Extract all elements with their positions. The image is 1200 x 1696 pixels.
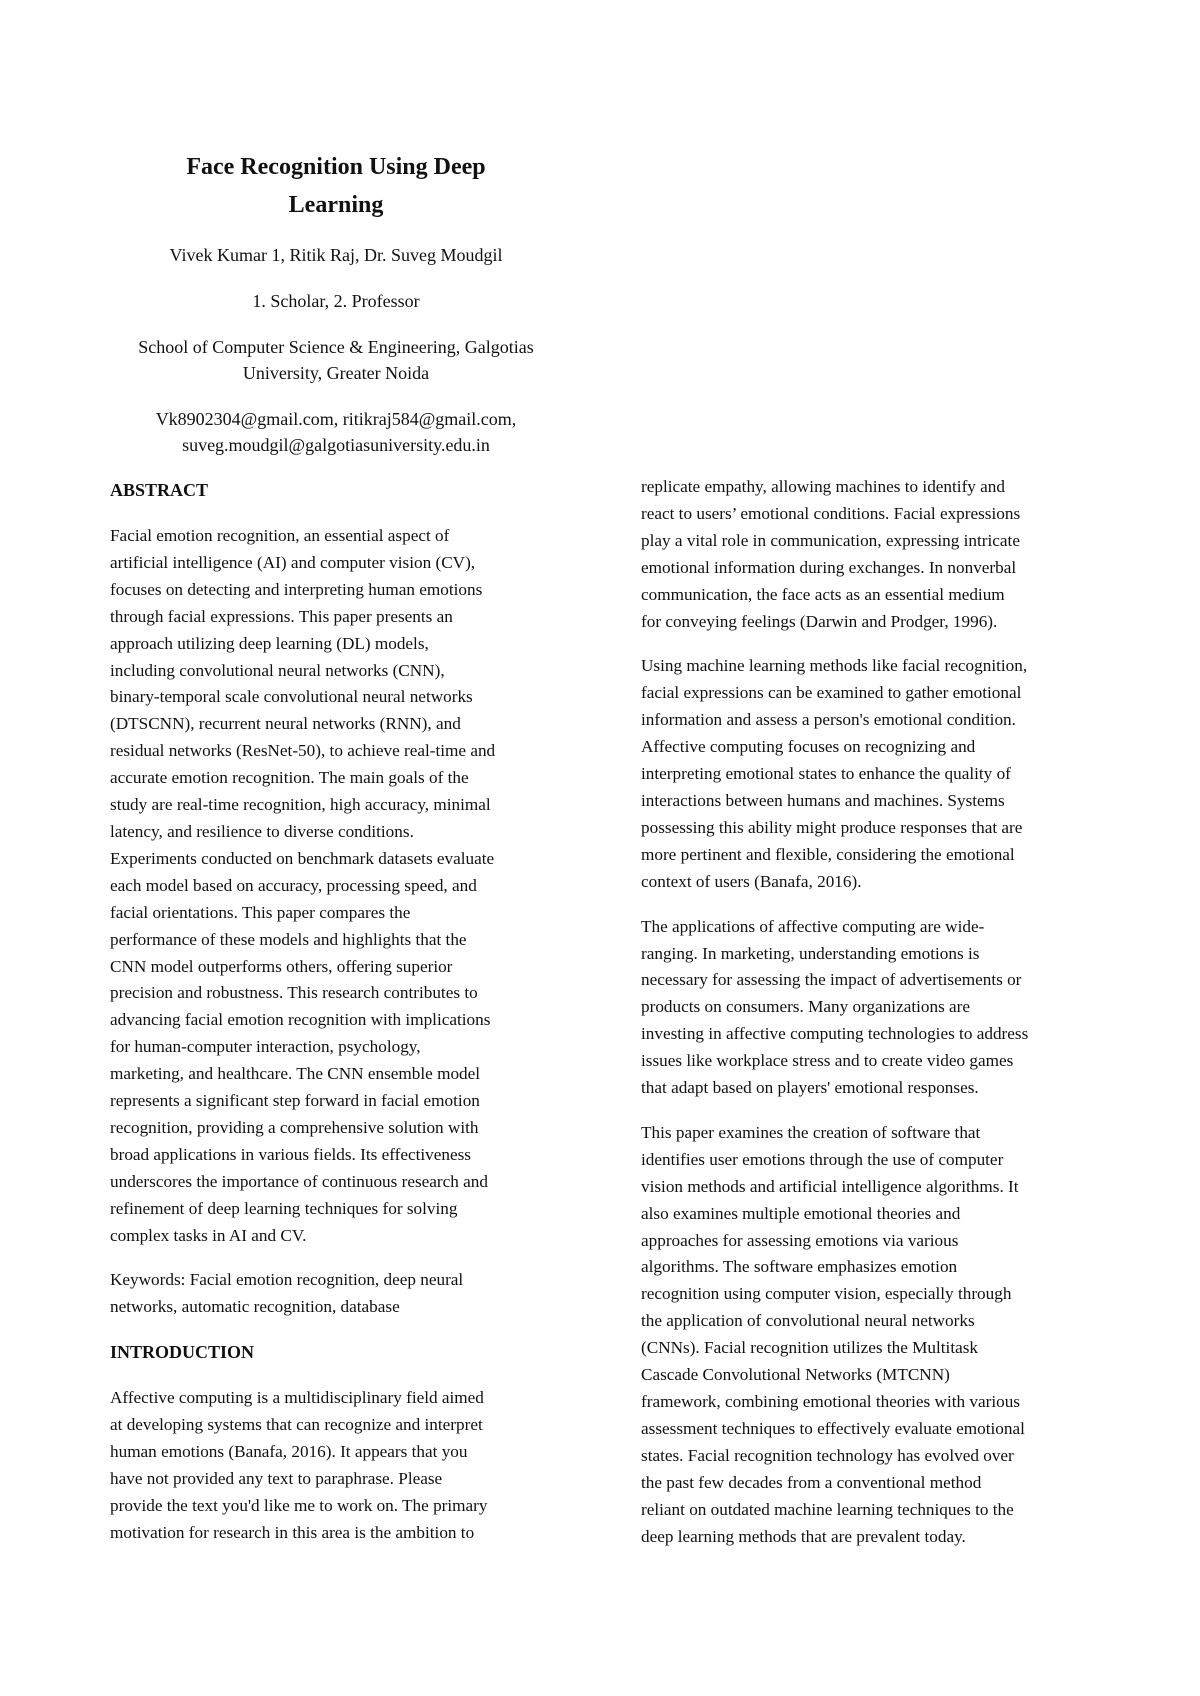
- text-line: products on consumers. Many organizations are: [641, 997, 971, 1017]
- roles-line: 1. Scholar, 2. Professor: [252, 291, 420, 311]
- text-line: precision and robustness. This research contributes to: [110, 983, 478, 1003]
- text-line: Experiments conducted on benchmark datasets evaluate: [110, 848, 495, 868]
- text-line: interpreting emotional states to enhance the quality of: [641, 764, 1011, 784]
- text-line: framework, combining emotional theories with various: [641, 1392, 1020, 1411]
- text-line: for human-computer interaction, psychology,: [110, 1037, 421, 1057]
- text-line: also examines multiple emotional theories and: [641, 1203, 961, 1223]
- text-line: facial expressions can be examined to gather emotional: [641, 683, 1022, 703]
- text-line: assessment techniques to effectively evaluate emotional: [641, 1418, 1025, 1438]
- text-line: context of users (Banafa, 2016).: [641, 871, 862, 891]
- text-line: replicate empathy, allowing machines to identify and: [641, 477, 1005, 496]
- left-column: [110, 477, 570, 1565]
- text-line: the past few decades from a conventional method: [641, 1472, 982, 1492]
- text-line: react to users’ emotional conditions. Facial expressions: [641, 503, 1021, 523]
- text-line: play a vital role in communication, expressing intricate: [641, 530, 1020, 550]
- body-paragraph-4: [641, 1120, 1111, 1551]
- roles: [110, 288, 562, 314]
- text-line: Affective computing focuses on recognizing and: [641, 737, 976, 757]
- text-line: accurate emotion recognition. The main goals of the: [110, 768, 469, 788]
- text-line: broad applications in various fields. Its effectiveness: [110, 1144, 471, 1164]
- text-line: recognition using computer vision, especially through: [641, 1284, 1012, 1304]
- text-line: information and assess a person's emotional condition.: [641, 710, 1016, 730]
- text-line: provide the text you'd like me to work on. The primary: [110, 1495, 488, 1515]
- title-line: Learning: [288, 192, 384, 218]
- text-line: study are real-time recognition, high accuracy, minimal: [110, 795, 491, 815]
- text-line: more pertinent and flexible, considering the emotional: [641, 844, 1015, 864]
- text-line: networks, automatic recognition, database: [110, 1297, 400, 1317]
- text-line: through facial expressions. This paper presents an: [110, 606, 453, 626]
- email-line: Vk8902304@gmail.com, ritikraj584@gmail.com,: [155, 409, 517, 429]
- introduction-heading: INTRODUCTION: [110, 1342, 255, 1363]
- text-line: communication, the face acts as an essential medium: [641, 584, 1005, 604]
- text-line: Using machine learning methods like facial recognition,: [641, 656, 1028, 676]
- title-line: Face Recognition Using Deep: [186, 154, 486, 180]
- text-line: This paper examines the creation of software that: [641, 1122, 981, 1142]
- text-line: issues like workplace stress and to create video games: [641, 1051, 1014, 1071]
- text-line: algorithms. The software emphasizes emotion: [641, 1257, 958, 1277]
- text-line: Keywords: Facial emotion recognition, deep neural: [110, 1270, 464, 1290]
- text-line: emotional information during exchanges. In nonverbal: [641, 557, 1017, 577]
- keywords-paragraph: [110, 1267, 570, 1321]
- text-line: focuses on detecting and interpreting human emotions: [110, 579, 483, 599]
- text-line: Facial emotion recognition, an essential aspect of: [110, 526, 450, 545]
- text-line: states. Facial recognition technology has evolved over: [641, 1445, 1014, 1465]
- text-line: marketing, and healthcare. The CNN ensemble model: [110, 1064, 481, 1084]
- text-line: Cascade Convolutional Networks (MTCNN): [641, 1365, 950, 1385]
- text-line: that adapt based on players' emotional responses.: [641, 1078, 979, 1098]
- text-line: CNN model outperforms others, offering superior: [110, 956, 453, 976]
- text-line: human emotions (Banafa, 2016). It appears that you: [110, 1442, 468, 1462]
- text-line: complex tasks in AI and CV.: [110, 1225, 307, 1245]
- right-column: [641, 474, 1111, 1568]
- email-line: suveg.moudgil@galgotiasuniversity.edu.in: [182, 435, 490, 455]
- body-paragraph-2: [641, 653, 1111, 895]
- text-line: approach utilizing deep learning (DL) models,: [110, 633, 429, 653]
- text-line: approaches for assessing emotions via various: [641, 1230, 959, 1250]
- title-block: [110, 148, 562, 478]
- text-line: vision methods and artificial intelligence algorithms. It: [641, 1176, 1019, 1196]
- affiliation-line: University, Greater Noida: [242, 363, 430, 383]
- text-line: for conveying feelings (Darwin and Prodger, 1996).: [641, 611, 998, 631]
- affiliation: [110, 334, 562, 386]
- text-line: necessary for assessing the impact of advertisements or: [641, 970, 1022, 990]
- authors-line: Vivek Kumar 1, Ritik Raj, Dr. Suveg Moudgil: [169, 245, 503, 265]
- text-line: facial orientations. This paper compares the: [110, 902, 411, 922]
- text-line: refinement of deep learning techniques for solving: [110, 1198, 458, 1218]
- abstract-heading: ABSTRACT: [110, 480, 209, 500]
- text-line: Affective computing is a multidisciplinary field aimed: [110, 1388, 484, 1408]
- text-line: advancing facial emotion recognition with implications: [110, 1010, 491, 1030]
- text-line: latency, and resilience to diverse conditions.: [110, 821, 414, 841]
- text-line: motivation for research in this area is the ambition to: [110, 1522, 475, 1542]
- affiliation-line: School of Computer Science & Engineering, Galgotias: [138, 337, 534, 357]
- text-line: residual networks (ResNet-50), to achieve real-time and: [110, 741, 496, 761]
- text-line: underscores the importance of continuous research and: [110, 1171, 488, 1191]
- text-line: (CNNs). Facial recognition utilizes the Multitask: [641, 1338, 979, 1358]
- text-line: identifies user emotions through the use of computer: [641, 1149, 1004, 1169]
- text-line: including convolutional neural networks (CNN),: [110, 660, 445, 680]
- text-line: ranging. In marketing, understanding emotions is: [641, 943, 980, 963]
- text-line: deep learning methods that are prevalent today.: [641, 1526, 966, 1546]
- text-line: have not provided any text to paraphrase. Please: [110, 1469, 443, 1488]
- abstract-paragraph: [110, 523, 570, 1249]
- authors: [110, 242, 562, 268]
- text-line: reliant on outdated machine learning techniques to the: [641, 1499, 1014, 1519]
- text-line: at developing systems that can recognize and interpret: [110, 1415, 483, 1435]
- text-line: investing in affective computing technologies to address: [641, 1024, 1029, 1044]
- text-line: artificial intelligence (AI) and computer vision (CV),: [110, 552, 476, 572]
- text-line: binary-temporal scale convolutional neural networks: [110, 687, 473, 707]
- text-line: recognition, providing a comprehensive solution with: [110, 1117, 479, 1137]
- body-paragraph-3: [641, 914, 1111, 1102]
- text-line: possessing this ability might produce responses that are: [641, 817, 1023, 837]
- emails: [110, 406, 562, 458]
- paper-title: [110, 148, 562, 224]
- text-line: interactions between humans and machines. Systems: [641, 790, 1005, 810]
- text-line: performance of these models and highlights that the: [110, 929, 467, 949]
- text-line: the application of convolutional neural networks: [641, 1311, 975, 1331]
- text-line: each model based on accuracy, processing speed, and: [110, 875, 477, 895]
- text-line: The applications of affective computing are wide-: [641, 916, 985, 936]
- body-paragraph-1: [641, 474, 1111, 635]
- text-line: represents a significant step forward in facial emotion: [110, 1091, 480, 1111]
- text-line: (DTSCNN), recurrent neural networks (RNN), and: [110, 714, 461, 734]
- introduction-paragraph: [110, 1385, 570, 1546]
